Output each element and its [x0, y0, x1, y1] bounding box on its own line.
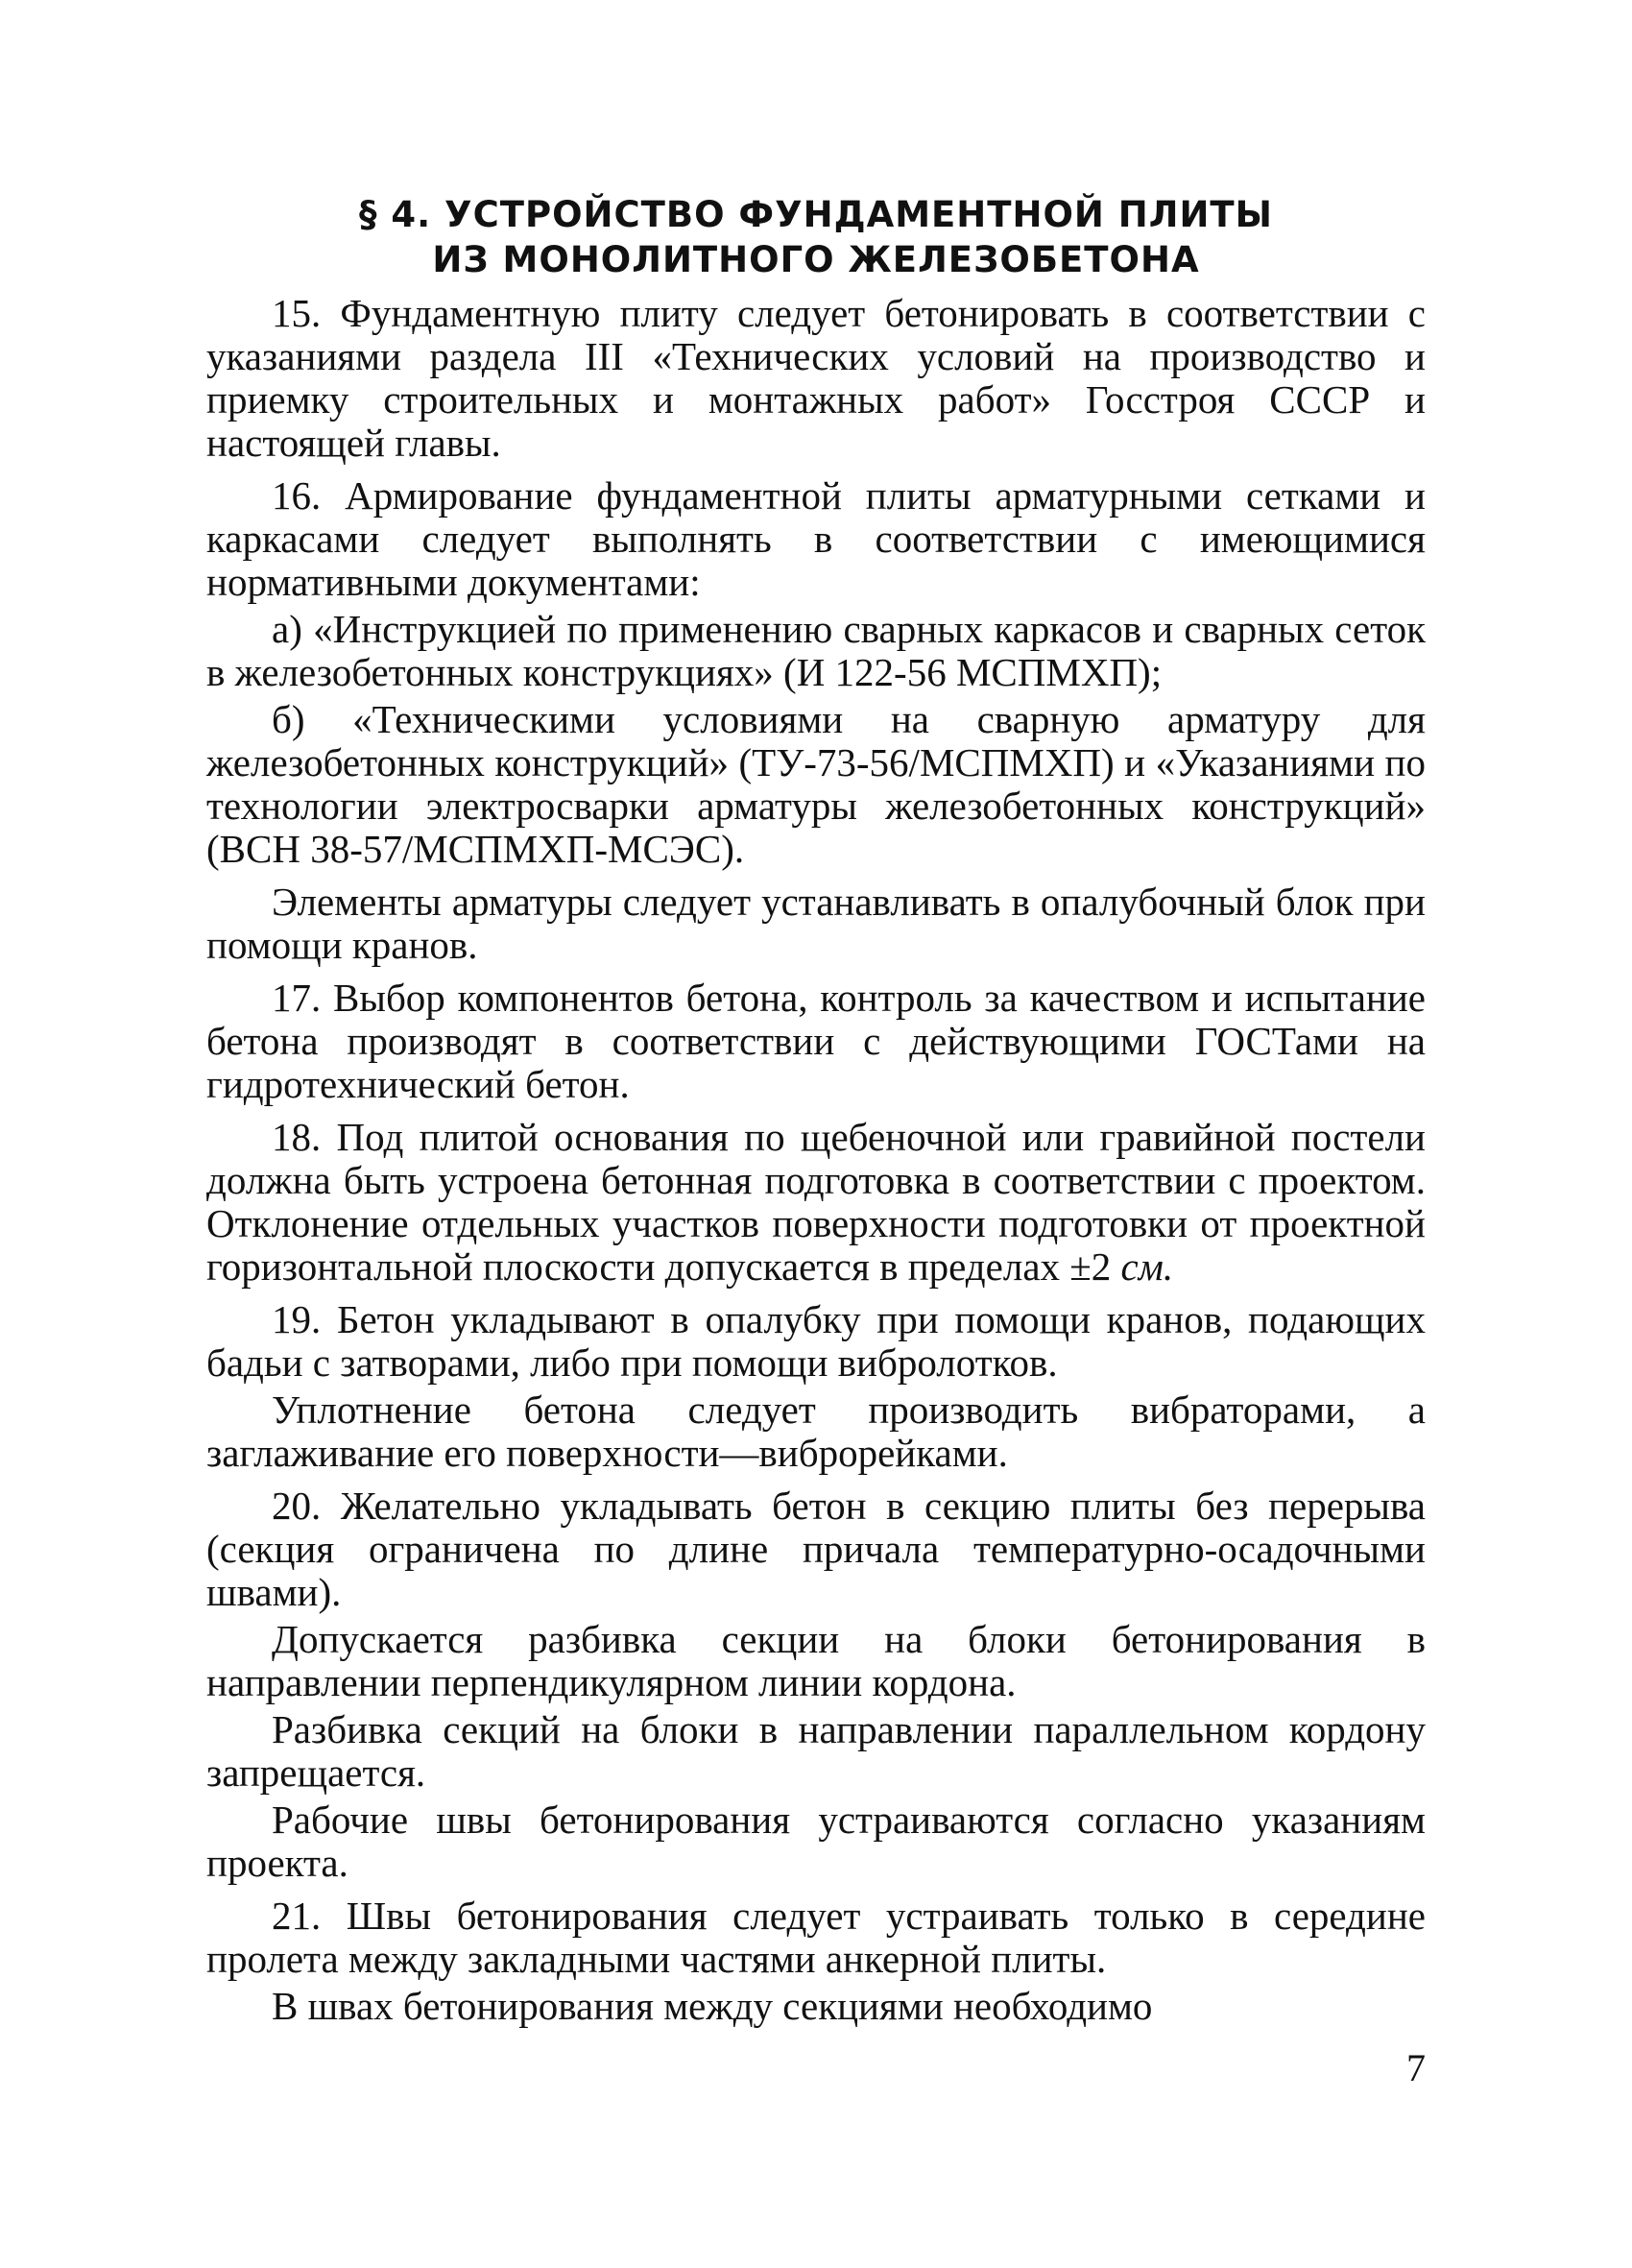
paragraph-20c: Разбивка секций на блоки в направлении параллельном кордону запрещается. [206, 1707, 1426, 1795]
section-heading-line-1: § 4. УСТРОЙСТВО ФУНДАМЕНТНОЙ ПЛИТЫ [358, 194, 1274, 235]
paragraph-21: 21. Швы бетонирования следует устраивать только в середине пролета между закладными частями анкерной плиты. [206, 1894, 1426, 1981]
document-page [206, 192, 1426, 2038]
paragraph-19b: Уплотнение бетона следует производить вибраторами, а заглаживание его поверхности—виброрейками. [206, 1387, 1426, 1475]
paragraph-16c: Элементы арматуры следует устанавливать в опалубочный блок при помощи кранов. [206, 880, 1426, 967]
section-heading [206, 192, 1426, 282]
paragraph-21b: В швах бетонирования между секциями необходимо [272, 1984, 1153, 2028]
paragraph-17: 17. Выбор компонентов бетона, контроль за качеством и испытание бетона производят в соответствии с действующими ГОСТами на гидротехнический бетон. [206, 976, 1426, 1106]
paragraph-18-unit: см. [1120, 1244, 1174, 1289]
paragraph-20b: Допускается разбивка секции на блоки бетонирования в направлении перпендикулярном линии кордона. [206, 1617, 1426, 1704]
paragraph-16b: б) «Техническими условиями на сварную арматуру для железобетонных конструкций» (ТУ-73-56/МСПМХП) и «Указаниями по технологии электросварки арматуры железобетонных конструкций» (ВСН 38-57/МСПМХП-МСЭС). [206, 697, 1426, 871]
paragraph-15: 15. Фундаментную плиту следует бетонировать в соответствии с указаниями раздела III «Технических условий на производство и приемку строительных и монтажных работ» Госстроя СССР и настоящей главы. [206, 291, 1426, 465]
paragraph-20d: Рабочие швы бетонирования устраиваются согласно указаниям проекта. [206, 1798, 1426, 1885]
paragraph-16: 16. Армирование фундаментной плиты арматурными сетками и каркасами следует выполнять в соответствии с имеющимися нормативными документами: [206, 473, 1426, 604]
paragraph-18-text: 18. Под плитой основания по щебеночной или гравийной постели должна быть устроена бетонная подготовка в соответствии с проектом. Отклонение отдельных участков поверхности подготовки от проектной горизонтальной плоскости допускается в пределах ±2 [206, 1115, 1426, 1289]
paragraph-19: 19. Бетон укладывают в опалубку при помощи кранов, подающих бадьи с затворами, либо при помощи вибролотков. [206, 1297, 1426, 1385]
paragraph-16a: а) «Инструкцией по применению сварных каркасов и сварных сеток в железобетонных конструкциях» (И 122-56 МСПМХП); [206, 607, 1426, 694]
paragraph-20: 20. Желательно укладывать бетон в секцию плиты без перерыва (секция ограничена по длине причала температурно-осадочными швами). [206, 1484, 1426, 1614]
section-heading-line-2: ИЗ МОНОЛИТНОГО ЖЕЛЕЗОБЕТОНА [432, 239, 1200, 280]
paragraph-18 [206, 1116, 1426, 1289]
page-number: 7 [1406, 2046, 1426, 2089]
